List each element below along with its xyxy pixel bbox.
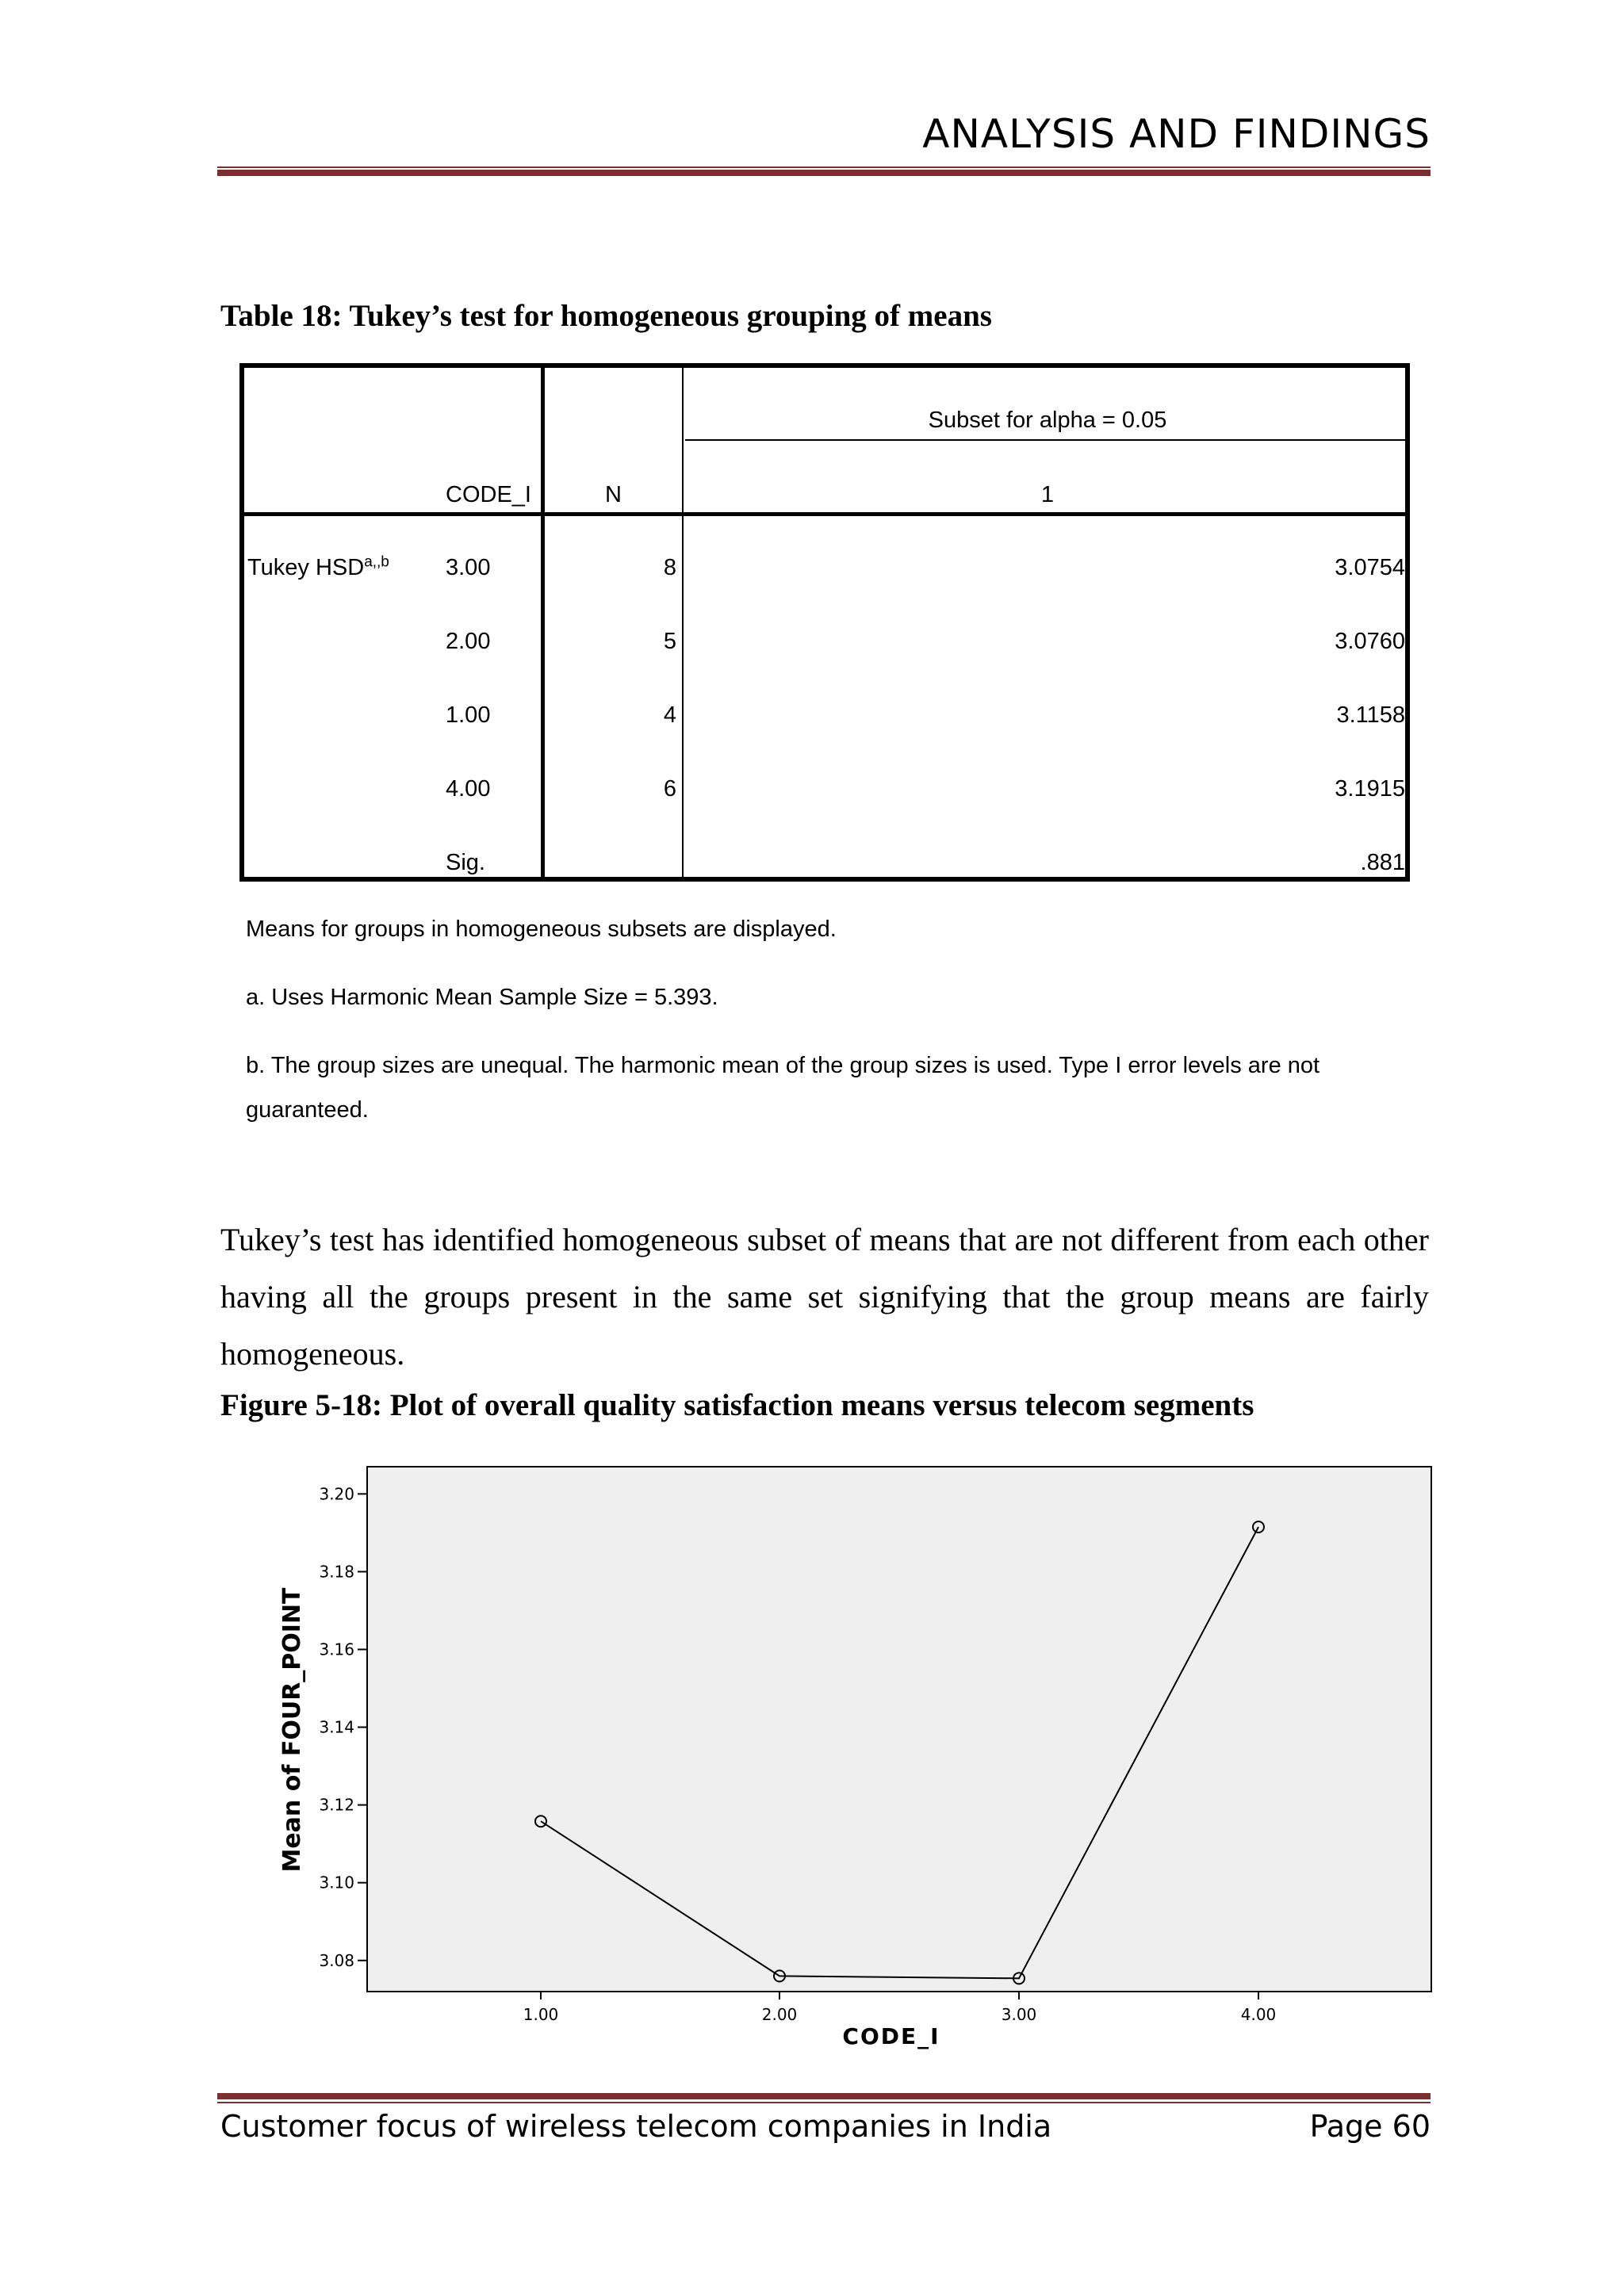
sig-label: Sig.	[446, 850, 485, 875]
body-paragraph: Tukey’s test has identified homogeneous subset of means that are not different from each other having all the groups present in the same set signifying that the group means are fairly homogeneous.	[220, 1222, 1429, 1372]
col-header-subset: 1	[1040, 482, 1055, 507]
method-superscript: a,,b	[364, 553, 389, 571]
row-code: 3.00	[446, 555, 491, 580]
x-tick-label: 1.00	[523, 2005, 559, 2024]
table-note: a. Uses Harmonic Mean Sample Size = 5.393.	[246, 985, 718, 1010]
row-mean: 3.1158	[1336, 702, 1405, 728]
col-header-code: CODE_I	[446, 482, 531, 507]
y-tick-label: 3.10	[319, 1873, 354, 1892]
footer-rule-thick	[217, 2093, 1431, 2099]
y-tick-label: 3.18	[319, 1562, 354, 1582]
figure-caption: Figure 5-18: Plot of overall quality satisfaction means versus telecom segments	[220, 1388, 1254, 1422]
subset-header: Subset for alpha = 0.05	[928, 408, 1167, 433]
x-tick-label: 2.00	[761, 2005, 798, 2024]
plot-area	[367, 1467, 1431, 1992]
row-mean: 3.1915	[1335, 776, 1405, 802]
table-note: guaranteed.	[246, 1097, 369, 1123]
row-n: 8	[663, 555, 676, 580]
y-tick-label: 3.16	[319, 1640, 354, 1659]
col-header-n: N	[605, 482, 622, 507]
row-n: 4	[663, 702, 676, 728]
row-code: 2.00	[446, 629, 491, 654]
row-code: 1.00	[446, 702, 491, 728]
row-n: 5	[663, 629, 676, 654]
table-note: b. The group sizes are unequal. The harmonic mean of the group sizes is used. Type I error levels are not	[246, 1053, 1320, 1078]
row-n: 6	[663, 776, 676, 802]
footer-rule-thin	[217, 2102, 1431, 2103]
y-tick-label: 3.08	[319, 1950, 354, 1970]
page-number: Page 60	[1309, 2109, 1431, 2144]
y-axis-title: Mean of FOUR_POINT	[278, 1587, 306, 1873]
method-name: Tukey HSD	[247, 555, 365, 580]
sig-value: .881	[1360, 850, 1405, 875]
running-header: ANALYSIS AND FINDINGS	[922, 111, 1431, 157]
row-mean: 3.0760	[1335, 629, 1405, 654]
row-code: 4.00	[446, 776, 491, 802]
table-note: Means for groups in homogeneous subsets are displayed.	[246, 916, 837, 942]
y-tick-label: 3.20	[319, 1484, 354, 1504]
footer-title: Customer focus of wireless telecom companies in India	[220, 2109, 1052, 2144]
y-tick-label: 3.12	[319, 1795, 354, 1815]
x-axis-title: CODE_I	[842, 2023, 940, 2049]
x-tick-label: 3.00	[1001, 2005, 1037, 2024]
row-mean: 3.0754	[1335, 555, 1405, 580]
y-tick-label: 3.14	[319, 1717, 354, 1737]
table-caption: Table 18: Tukey’s test for homogeneous grouping of means	[220, 299, 992, 333]
x-tick-label: 4.00	[1240, 2005, 1277, 2024]
